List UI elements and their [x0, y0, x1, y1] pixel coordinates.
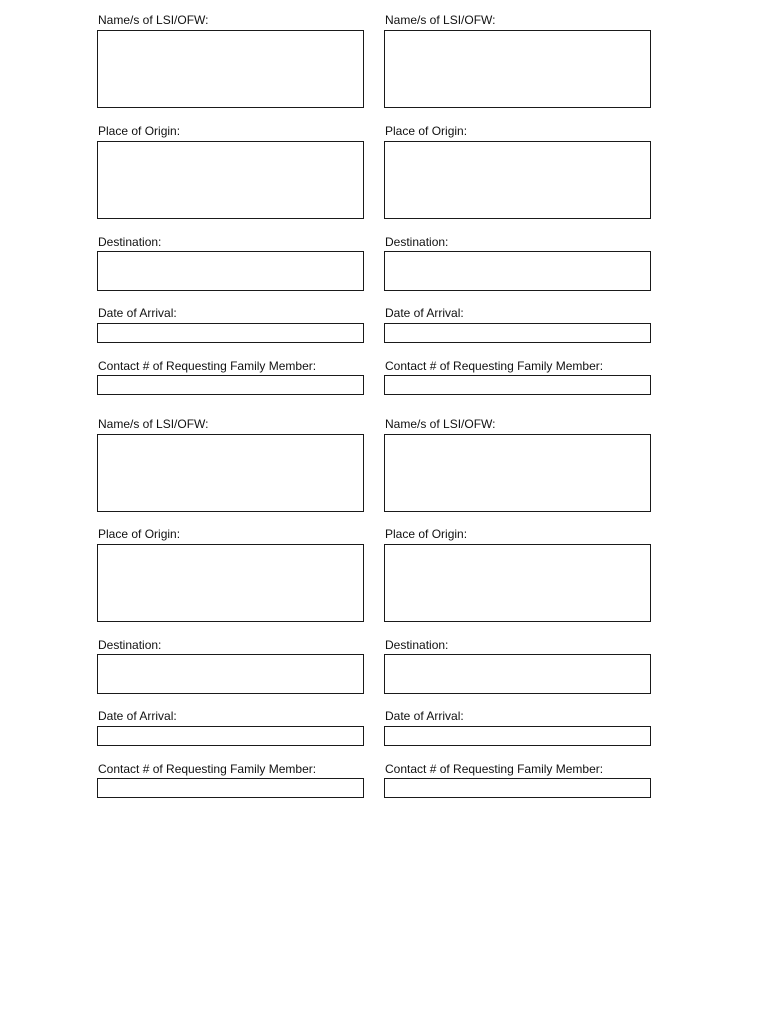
- names-input[interactable]: [384, 434, 651, 512]
- destination-input[interactable]: [384, 654, 651, 694]
- arrival-label: Date of Arrival:: [385, 709, 464, 723]
- origin-input[interactable]: [97, 544, 364, 622]
- origin-input[interactable]: [384, 141, 651, 219]
- arrival-input[interactable]: [97, 323, 364, 343]
- arrival-input[interactable]: [384, 726, 651, 746]
- contact-input[interactable]: [97, 375, 364, 395]
- names-input[interactable]: [384, 30, 651, 108]
- contact-input[interactable]: [97, 778, 364, 798]
- origin-label: Place of Origin:: [98, 124, 181, 138]
- arrival-label: Date of Arrival:: [98, 306, 177, 320]
- origin-input[interactable]: [97, 141, 364, 219]
- names-label: Name/s of LSI/OFW:: [98, 13, 209, 27]
- names-input[interactable]: [97, 434, 364, 512]
- arrival-input[interactable]: [97, 726, 364, 746]
- contact-input[interactable]: [384, 778, 651, 798]
- contact-label: Contact # of Requesting Family Member:: [385, 762, 604, 776]
- destination-input[interactable]: [384, 251, 651, 291]
- origin-input[interactable]: [384, 544, 651, 622]
- names-label: Name/s of LSI/OFW:: [385, 417, 496, 431]
- destination-label: Destination:: [385, 638, 449, 652]
- origin-label: Place of Origin:: [385, 124, 468, 138]
- contact-label: Contact # of Requesting Family Member:: [98, 359, 317, 373]
- names-label: Name/s of LSI/OFW:: [98, 417, 209, 431]
- arrival-label: Date of Arrival:: [385, 306, 464, 320]
- destination-input[interactable]: [97, 654, 364, 694]
- destination-label: Destination:: [98, 235, 162, 249]
- origin-label: Place of Origin:: [385, 527, 468, 541]
- destination-label: Destination:: [98, 638, 162, 652]
- contact-label: Contact # of Requesting Family Member:: [98, 762, 317, 776]
- names-label: Name/s of LSI/OFW:: [385, 13, 496, 27]
- contact-input[interactable]: [384, 375, 651, 395]
- arrival-input[interactable]: [384, 323, 651, 343]
- arrival-label: Date of Arrival:: [98, 709, 177, 723]
- contact-label: Contact # of Requesting Family Member:: [385, 359, 604, 373]
- names-input[interactable]: [97, 30, 364, 108]
- destination-label: Destination:: [385, 235, 449, 249]
- destination-input[interactable]: [97, 251, 364, 291]
- origin-label: Place of Origin:: [98, 527, 181, 541]
